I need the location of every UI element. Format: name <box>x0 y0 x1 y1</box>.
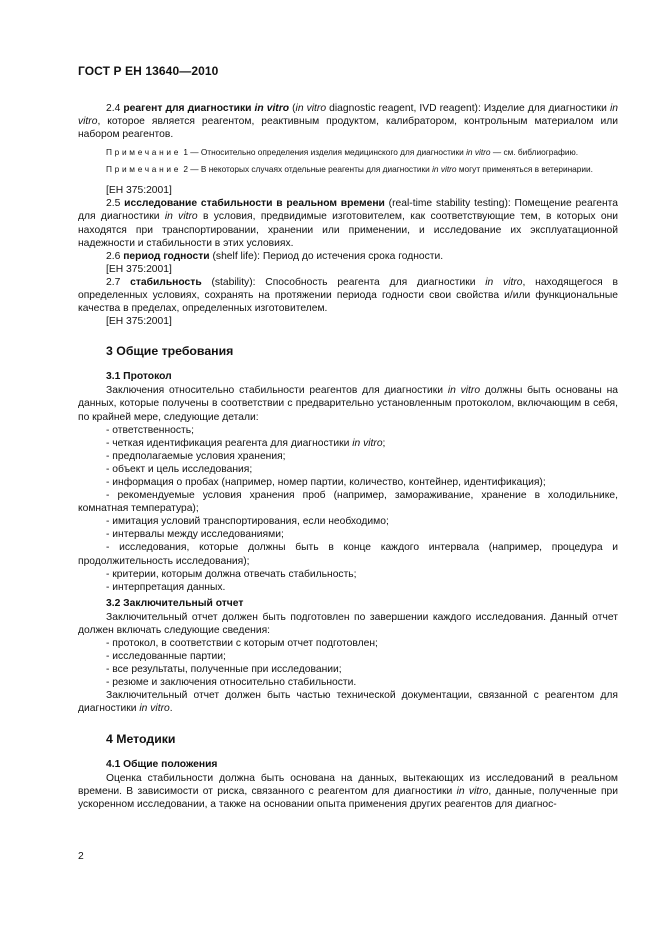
list-item: - резюме и заключения относительно стабильности. <box>106 677 357 689</box>
list-item: - предполагаемые условия хранения; <box>106 450 286 462</box>
paragraph: Заключительный отчет должен быть подготовлен по завершении каждого исследования. Данный отчет должен включать следующие сведения: <box>78 611 618 636</box>
list-item: - ответственность; <box>106 424 194 436</box>
reference: [ЕН 375:2001] <box>106 185 172 197</box>
reference: [ЕН 375:2001] <box>106 316 172 328</box>
list-item: - критерии, которым должна отвечать стабильность; <box>106 568 357 580</box>
term: стабильность <box>130 276 202 288</box>
clause-2-6: 2.6 период годности (shelf life): Период до истечения срока годности. <box>106 250 444 262</box>
reference: [ЕН 375:2001] <box>106 263 172 275</box>
clause-2-5: 2.5 исследование стабильности в реальном времени (real-time stability testing): Помещение реагента для диагностики in vitro в условия, предвидимые изготовителем, как соответствующие тем, в которых они находятся при транспортировании, хранении или применении, и исследование их эксплуатационной надежности и стабильности в этих условиях. <box>78 198 619 249</box>
subsection-3-1-title: 3.1 Протокол <box>106 371 172 383</box>
document-header: ГОСТ Р ЕН 13640—2010 <box>78 64 219 78</box>
paragraph: Оценка стабильности должна быть основана на данных, вытекающих из исследований в реальном времени. В зависимости от риска, связанного с реагентом для диагностики in vitro, данные, полученные при ускоренном исследовании, а также на основании опыта применения других реагентов для диагнос- <box>78 772 618 810</box>
note-1: Примечание 1 — Относительно определения изделия медицинского для диагностики in vitro — см. библиографию. <box>106 147 579 158</box>
list-item: - исследования, которые должны быть в конце каждого интервала (например, процедура и продолжительность исследования); <box>78 542 618 567</box>
subsection-4-1-title: 4.1 Общие положения <box>106 758 218 770</box>
document-page <box>78 64 618 811</box>
page-number: 2 <box>78 851 84 862</box>
clause-2-7: 2.7 стабильность (stability): Способность реагента для диагностики in vitro, находящегося в определенных условиях, сохранять на протяжении периода годности свои свойства и/или функциональные качества в пределах, определенных изготовителем. <box>78 276 618 315</box>
term: реагент для диагностики <box>123 103 252 114</box>
list-item: - интервалы между исследованиями; <box>106 529 284 541</box>
term: период годности <box>123 250 210 262</box>
list-item: - объект и цель исследования; <box>106 463 253 475</box>
list-item: - интерпретация данных. <box>106 581 226 593</box>
note-2: Примечание 2 — В некоторых случаях отдельные реагенты для диагностики in vitro могут применяться в ветеринарии. <box>106 164 593 175</box>
list-item: - имитация условий транспортирования, если необходимо; <box>106 516 389 528</box>
list-item: - все результаты, полученные при исследовании; <box>106 664 342 676</box>
list-item: - протокол, в соответствии с которым отчет подготовлен; <box>106 638 378 649</box>
list-item: - информация о пробах (например, номер партии, количество, контейнер, идентификация); <box>106 476 546 488</box>
paragraph: Заключения относительно стабильности реагентов для диагностики in vitro должны быть основаны на данных, которые получены в соответствии с предварительно установленным протоколом, включающим в себя, по крайней мере, следующие детали: <box>78 385 618 423</box>
term-italic: in vitro <box>254 103 290 114</box>
list-item: - рекомендуемые условия хранения проб (например, замораживание, хранение в холодильнике, комнатная температура); <box>78 490 618 515</box>
section-4-title: 4 Методики <box>106 731 176 746</box>
clause-2-4: 2.4 реагент для диагностики in vitro (in vitro diagnostic reagent, IVD reagent): Изделие для диагностики in vitro, которое является реагентом, реактивным продуктом, калибратором, контрольным материалом или набором реагентов. <box>78 103 618 141</box>
list-item: - четкая идентификация реагента для диагностики in vitro; <box>106 437 386 449</box>
subsection-3-2-title: 3.2 Заключительный отчет <box>106 597 244 609</box>
section-3-title: 3 Общие требования <box>106 344 234 359</box>
list-item: - исследованные партии; <box>106 651 226 663</box>
term: исследование стабильности в реальном времени <box>124 198 385 210</box>
paragraph: Заключительный отчет должен быть частью технической документации, связанной с реагентом для диагностики in vitro. <box>78 690 618 715</box>
clause-number: 2.4 <box>106 103 121 114</box>
